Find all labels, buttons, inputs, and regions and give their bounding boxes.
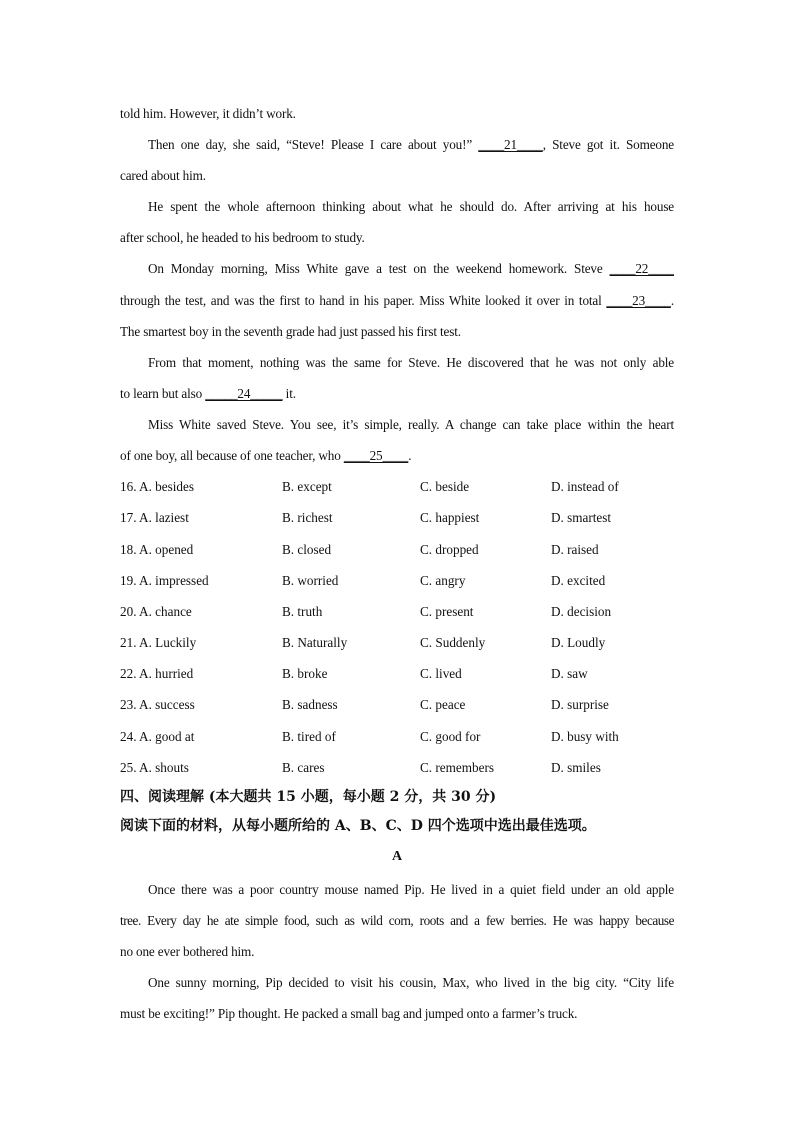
section-heading: 四、阅读理解 (本大题共 15 小题，每小题 2 分，共 30 分) bbox=[120, 789, 497, 805]
option-row bbox=[120, 721, 674, 752]
cloze-line: to learn but also _____24_____ it. bbox=[120, 385, 296, 401]
option-d[interactable]: D. smartest bbox=[551, 510, 612, 526]
option-c[interactable]: C. dropped bbox=[420, 541, 479, 557]
option-row bbox=[120, 689, 674, 720]
option-a[interactable]: 16. A. besides bbox=[120, 479, 194, 495]
cloze-line: cared about him. bbox=[120, 168, 206, 184]
passage-line: no one ever bothered him. bbox=[120, 944, 255, 960]
option-c[interactable]: C. angry bbox=[420, 572, 466, 588]
option-a[interactable]: 25. A. shouts bbox=[120, 759, 189, 775]
cloze-line: of one boy, all because of one teacher, who ____25____. bbox=[120, 448, 412, 464]
option-c[interactable]: C. Suddenly bbox=[420, 635, 486, 651]
option-a[interactable]: 19. A. impressed bbox=[120, 572, 209, 588]
option-c[interactable]: C. happiest bbox=[420, 510, 480, 526]
cloze-line: He spent the whole afternoon thinking about what he should do. After arriving at his house bbox=[148, 199, 674, 215]
option-d[interactable]: D. surprise bbox=[551, 697, 609, 713]
option-row bbox=[120, 565, 674, 596]
option-b[interactable]: B. sadness bbox=[282, 697, 338, 713]
option-b[interactable]: B. worried bbox=[282, 572, 339, 588]
option-a[interactable]: 22. A. hurried bbox=[120, 666, 194, 682]
option-c[interactable]: C. present bbox=[420, 603, 474, 619]
passage-line: tree. Every day he ate simple food, such as wild corn, roots and a few berries. He was happy because bbox=[120, 913, 674, 929]
option-d[interactable]: D. instead of bbox=[551, 479, 619, 495]
option-row bbox=[120, 658, 674, 689]
option-c[interactable]: C. beside bbox=[420, 479, 470, 495]
cloze-line: after school, he headed to his bedroom to study. bbox=[120, 230, 365, 246]
passage-line: Once there was a poor country mouse named Pip. He lived in a quiet field under an old apple bbox=[148, 882, 674, 897]
option-d[interactable]: D. Loudly bbox=[551, 635, 606, 651]
cloze-line: Then one day, she said, “Steve! Please I care about you!” ____21____, Steve got it. Someone bbox=[148, 137, 674, 153]
passage-line: must be exciting!” Pip thought. He packed a small bag and jumped onto a farmer’s truck. bbox=[120, 1006, 578, 1022]
options-list bbox=[120, 471, 674, 783]
option-b[interactable]: B. richest bbox=[282, 510, 333, 526]
option-row bbox=[120, 534, 674, 565]
option-c[interactable]: C. good for bbox=[420, 728, 481, 744]
option-b[interactable]: B. except bbox=[282, 479, 332, 495]
option-d[interactable]: D. decision bbox=[551, 603, 612, 619]
section-instruction: 阅读下面的材料，从每小题所给的 A、B、C、D 四个选项中选出最佳选项。 bbox=[120, 818, 596, 834]
option-b[interactable]: B. broke bbox=[282, 666, 328, 682]
option-row bbox=[120, 627, 674, 658]
option-d[interactable]: D. saw bbox=[551, 666, 588, 682]
option-a[interactable]: 18. A. opened bbox=[120, 541, 194, 557]
cloze-line: through the test, and was the first to hand in his paper. Miss White looked it over in total ____23____. bbox=[120, 292, 674, 308]
cloze-line: On Monday morning, Miss White gave a test on the weekend homework. Steve ____22____ bbox=[148, 261, 674, 277]
option-d[interactable]: D. busy with bbox=[551, 728, 619, 744]
option-c[interactable]: C. peace bbox=[420, 697, 466, 713]
option-b[interactable]: B. tired of bbox=[282, 728, 336, 744]
option-b[interactable]: B. cares bbox=[282, 759, 325, 775]
option-row bbox=[120, 596, 674, 627]
option-b[interactable]: B. truth bbox=[282, 603, 323, 619]
blank-22: ____22____ bbox=[609, 261, 674, 277]
option-a[interactable]: 24. A. good at bbox=[120, 728, 195, 744]
option-row bbox=[120, 471, 674, 502]
cloze-passage bbox=[120, 98, 674, 471]
cloze-line: told him. However, it didn’t work. bbox=[120, 106, 296, 121]
option-row bbox=[120, 502, 674, 533]
option-a[interactable]: 23. A. success bbox=[120, 697, 195, 713]
option-row bbox=[120, 752, 674, 783]
blank-23: ____23____ bbox=[606, 292, 671, 308]
option-b[interactable]: B. closed bbox=[282, 541, 332, 557]
option-b[interactable]: B. Naturally bbox=[282, 635, 348, 651]
option-d[interactable]: D. raised bbox=[551, 541, 599, 557]
option-a[interactable]: 21. A. Luckily bbox=[120, 635, 197, 651]
option-a[interactable]: 17. A. laziest bbox=[120, 510, 189, 526]
cloze-line: The smartest boy in the seventh grade had just passed his first test. bbox=[120, 323, 461, 339]
option-d[interactable]: D. excited bbox=[551, 572, 606, 588]
option-a[interactable]: 20. A. chance bbox=[120, 603, 192, 619]
option-c[interactable]: C. remembers bbox=[420, 759, 494, 775]
blank-24: _____24_____ bbox=[205, 385, 283, 401]
option-d[interactable]: D. smiles bbox=[551, 759, 601, 775]
part-label: A bbox=[391, 849, 403, 864]
option-c[interactable]: C. lived bbox=[420, 666, 462, 682]
passage-line: One sunny morning, Pip decided to visit his cousin, Max, who lived in the big city. “City life bbox=[148, 975, 674, 991]
cloze-line: Miss White saved Steve. You see, it’s simple, really. A change can take place within the heart bbox=[148, 416, 674, 432]
exam-page bbox=[120, 98, 674, 1029]
reading-passage-a bbox=[120, 874, 674, 1029]
blank-25: ____25____ bbox=[343, 448, 409, 464]
blank-21: ____21____ bbox=[478, 137, 543, 153]
cloze-line: From that moment, nothing was the same for Steve. He discovered that he was not only able bbox=[148, 354, 674, 370]
